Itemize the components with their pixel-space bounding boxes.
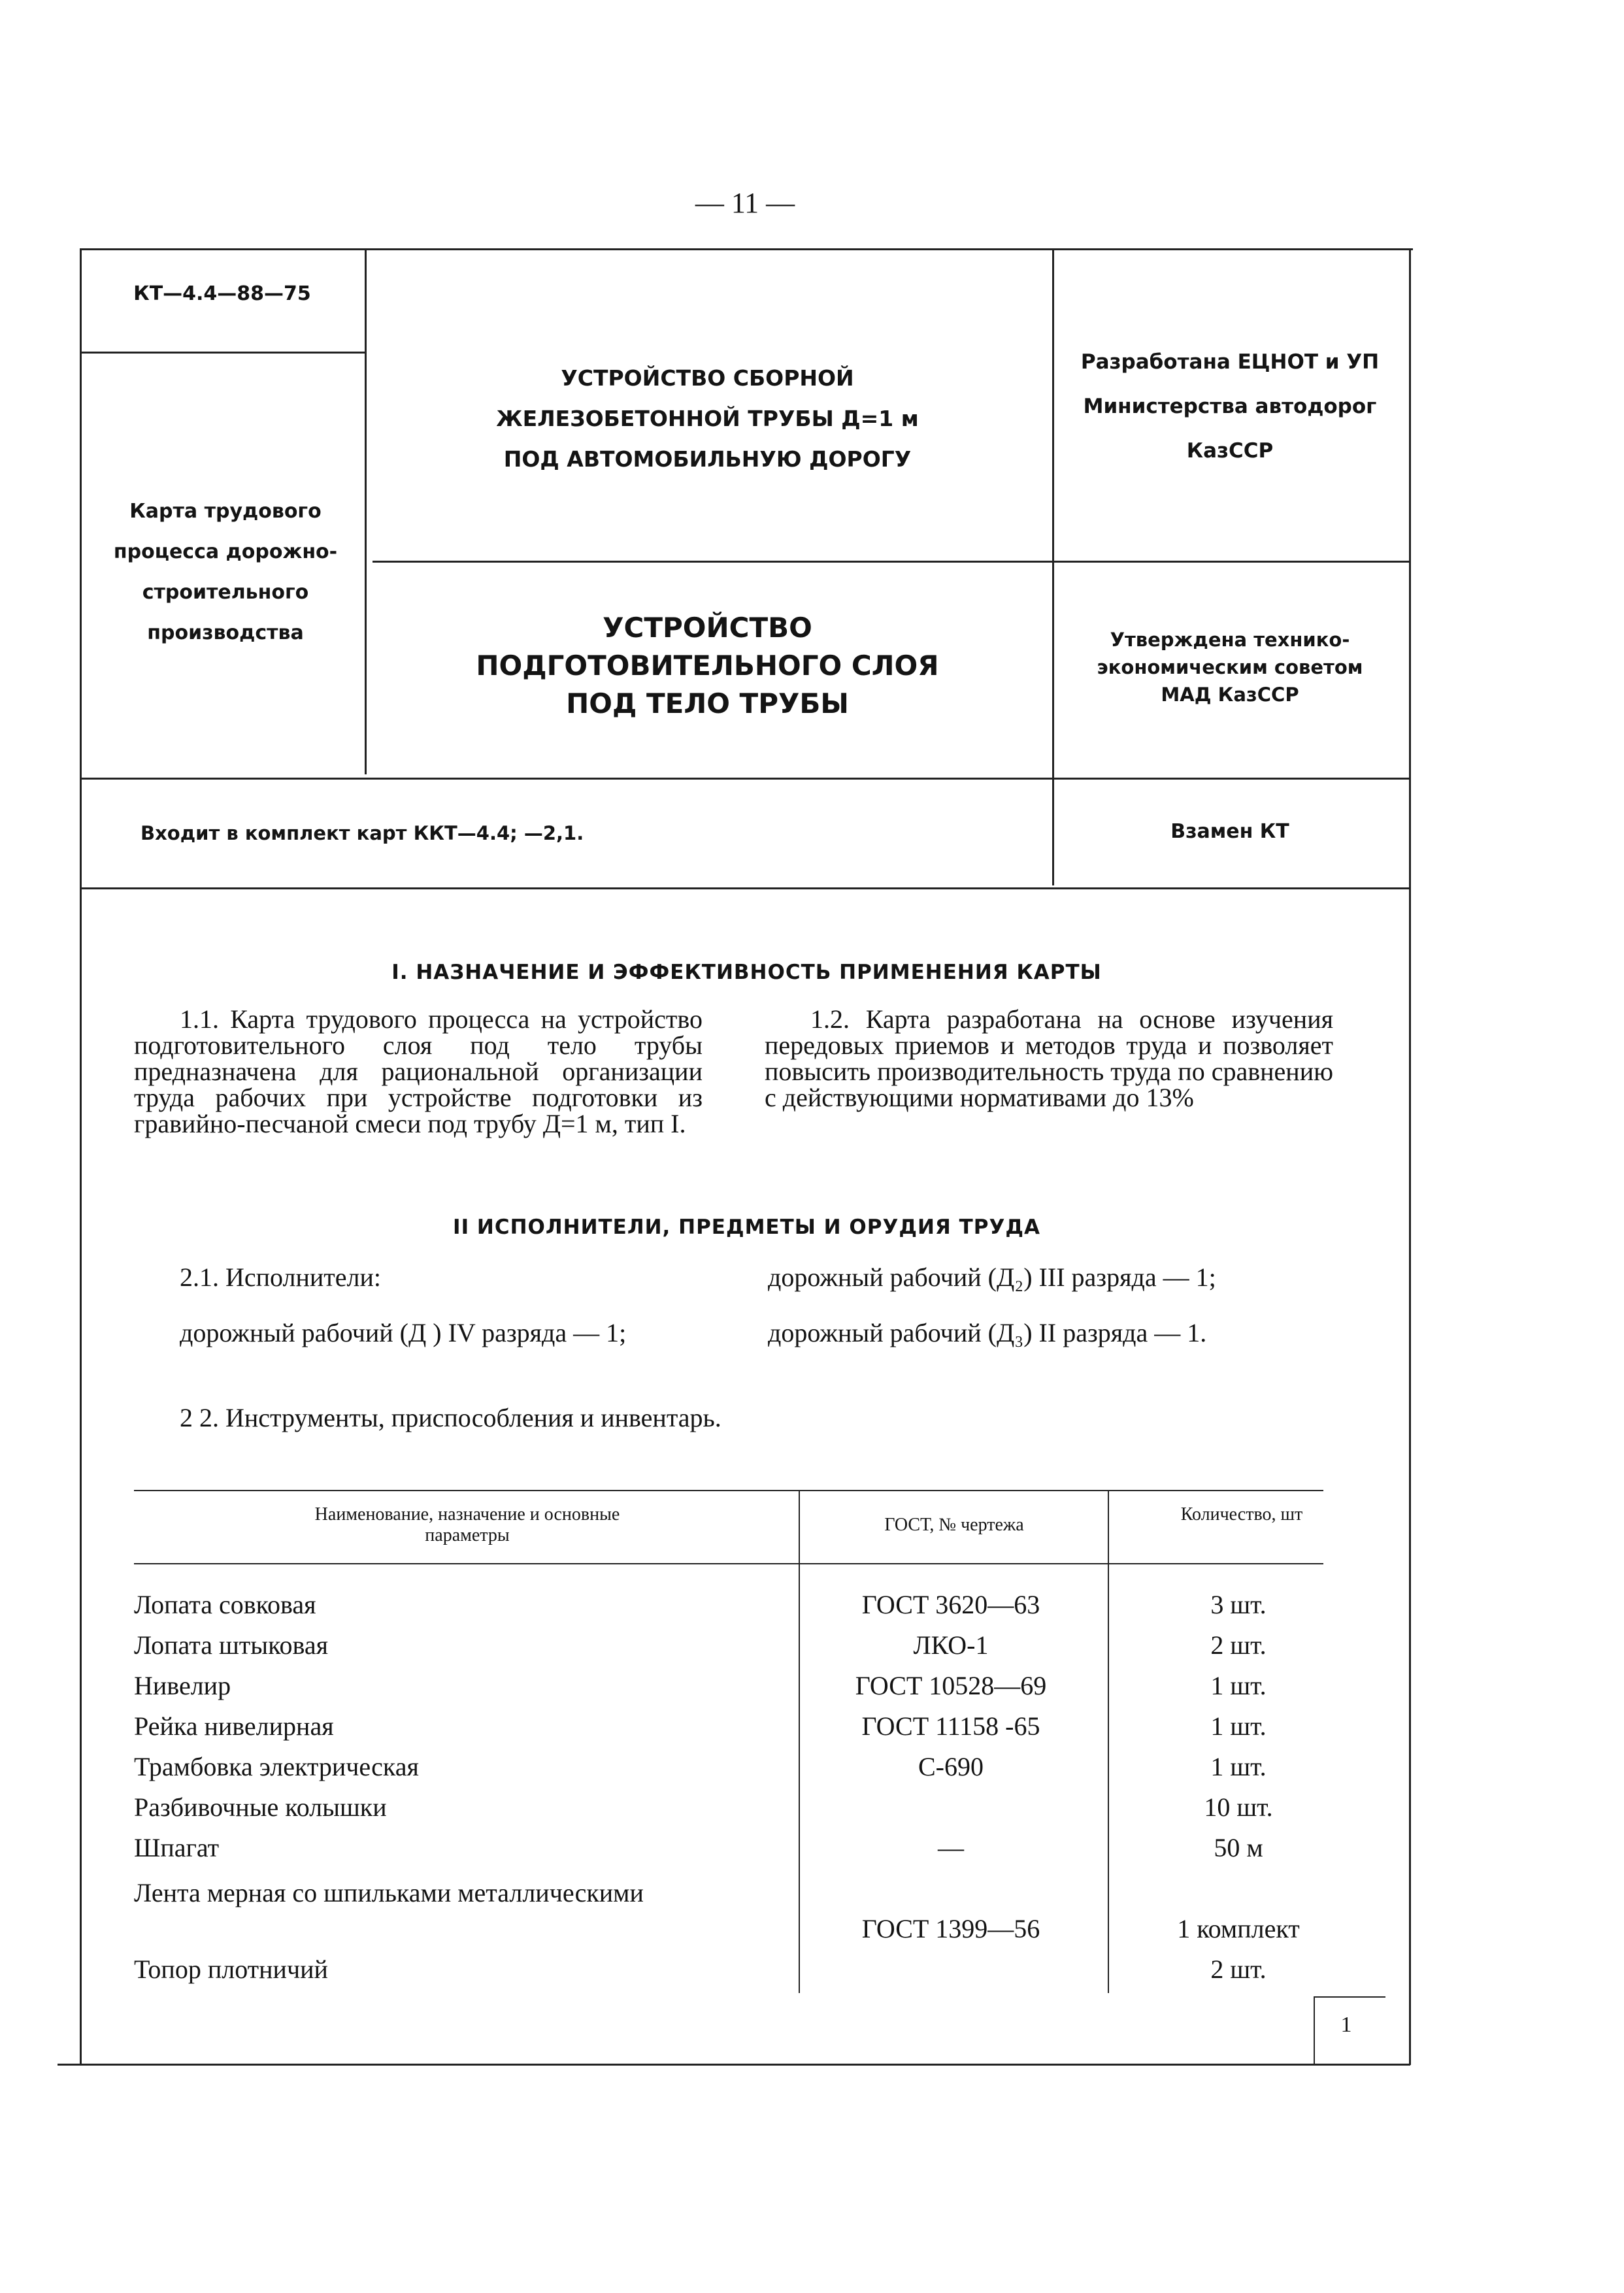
caption-line: производства (147, 621, 304, 644)
table-row (0, 1832, 1624, 1873)
item-name: Разбивочные колышки (134, 1792, 387, 1822)
item-qty: 10 шт. (1204, 1792, 1273, 1822)
table-row (0, 1711, 1624, 1751)
table-header-bottom-line (134, 1563, 1323, 1564)
item-name: Лопата штыковая (134, 1630, 329, 1660)
caption-line: Карта трудового (129, 500, 322, 523)
item-gost: ГОСТ 11158 -65 (861, 1711, 1040, 1741)
performers-label (180, 1264, 703, 1291)
paragraph-1-1 (134, 1006, 703, 1137)
item-qty: 1 комплект (1177, 1914, 1300, 1943)
caption-line: строительного (142, 581, 309, 604)
main-title (366, 358, 1049, 480)
table-row (0, 1954, 1624, 1994)
paragraph-text: дорожный рабочий (Д₃) II разряда — 1. (768, 1318, 1207, 1347)
item-qty: 2 шт. (1210, 1630, 1267, 1660)
section-1-heading: I. НАЗНАЧЕНИЕ И ЭФФЕКТИВНОСТЬ ПРИМЕНЕНИЯ КАРТЫ (391, 961, 1102, 984)
tools-intro (180, 1405, 1225, 1431)
item-name: Трамбовка электрическая (134, 1752, 419, 1781)
item-gost: С-690 (918, 1752, 984, 1781)
table-row (0, 1630, 1624, 1670)
main-title-line: ЖЕЛЕЗОБЕТОННОЙ ТРУБЫ Д=1 м (496, 406, 919, 431)
main-title-line: УСТРОЙСТВО СБОРНОЙ (561, 365, 854, 391)
developer-line: Разработана ЕЦНОТ и УП (1080, 350, 1380, 374)
item-qty: 3 шт. (1210, 1590, 1267, 1619)
item-gost: — (938, 1833, 964, 1862)
table-row (0, 1873, 1624, 1954)
document-code: КТ—4.4—88—75 (133, 282, 311, 305)
developer-line: КазССР (1186, 439, 1274, 463)
title-separator (373, 561, 1409, 563)
paragraph-text: 1.1. Карта трудового процесса на устройство подготовительного слоя под тело трубы предназначена для рациональной организации труда рабочих при устройстве подготовки из гравийно-песчаной смеси под трубу Д=1 м, тип I. (134, 1004, 703, 1138)
paragraph-text: 2 2. Инструменты, приспособления и инвентарь. (180, 1403, 721, 1432)
approval-line: МАД КазССР (1161, 684, 1299, 706)
table-header-name: Наименование, назначение и основные параметры (314, 1504, 620, 1545)
approval-line: экономическим советом (1097, 656, 1363, 678)
card-type-caption (88, 491, 363, 653)
paragraph-text: 2.1. Исполнители: (180, 1262, 382, 1292)
kit-bottom-line (80, 887, 1409, 889)
item-qty: 1 шт. (1210, 1671, 1267, 1700)
item-qty: 1 шт. (1210, 1711, 1267, 1741)
table-header-gost: ГОСТ, № чертежа (884, 1515, 1024, 1535)
item-name: Нивелир (134, 1671, 231, 1700)
worker-2 (768, 1264, 1333, 1291)
worker-1 (180, 1320, 703, 1346)
item-name: Шпагат (134, 1833, 220, 1862)
header-bottom-line (80, 778, 1409, 780)
table-row (0, 1589, 1624, 1630)
item-name: Лопата совковая (134, 1590, 316, 1619)
subtitle-line: ПОД ТЕЛО ТРУБЫ (566, 687, 849, 719)
paragraph-text: 1.2. Карта разработана на основе изучения передовых приемов и методов труда и позволяет повысить производительность труда по сравнению с действующими нормативами до 13% (765, 1004, 1333, 1112)
frame-bottom-line (58, 2064, 1410, 2066)
approval-info (1053, 626, 1406, 708)
item-name: Рейка нивелирная (134, 1711, 334, 1741)
item-gost: ГОСТ 1399—56 (861, 1914, 1040, 1943)
subtitle (366, 609, 1049, 723)
table-row (0, 1670, 1624, 1711)
paragraph-text: дорожный рабочий (Д ) IV разряда — 1; (180, 1318, 627, 1347)
paragraph-1-2 (765, 1006, 1333, 1111)
table-header-qty: Количество, шт (1180, 1504, 1303, 1525)
table-row (0, 1792, 1624, 1832)
paragraph-text: дорожный рабочий (Д₂) III разряда — 1; (768, 1262, 1216, 1292)
table-row (0, 1751, 1624, 1792)
page-number: — 11 — (695, 187, 795, 219)
subtitle-line: УСТРОЙСТВО (603, 612, 812, 644)
worker-3 (768, 1320, 1333, 1346)
developer-info (1053, 340, 1406, 473)
code-underline (80, 352, 365, 354)
caption-line: процесса дорожно- (113, 540, 338, 563)
item-gost: ГОСТ 3620—63 (861, 1590, 1040, 1619)
item-name: Топор плотничий (134, 1955, 328, 1984)
replaces-info: Взамен КТ (1170, 820, 1289, 843)
item-gost: ГОСТ 10528—69 (855, 1671, 1047, 1700)
item-qty: 2 шт. (1210, 1955, 1267, 1984)
frame-top-line (80, 248, 1413, 250)
kit-info: Входит в комплект карт ККТ—4.4; —2,1. (141, 822, 584, 844)
main-title-line: ПОД АВТОМОБИЛЬНУЮ ДОРОГУ (503, 446, 912, 472)
corner-box-top (1314, 1996, 1385, 1998)
sheet-number: 1 (1340, 2013, 1352, 2037)
subtitle-line: ПОДГОТОВИТЕЛЬНОГО СЛОЯ (476, 650, 939, 682)
section-2-heading: II ИСПОЛНИТЕЛИ, ПРЕДМЕТЫ И ОРУДИЯ ТРУДА (453, 1215, 1040, 1239)
approval-line: Утверждена технико- (1110, 629, 1350, 651)
item-gost: ЛКО-1 (913, 1630, 989, 1660)
developer-line: Министерства автодорог (1083, 395, 1377, 418)
item-name: Лента мерная со шпильками металлическими (134, 1878, 644, 1907)
item-qty: 50 м (1214, 1833, 1263, 1862)
item-qty: 1 шт. (1210, 1752, 1267, 1781)
table-top-line (134, 1490, 1323, 1491)
